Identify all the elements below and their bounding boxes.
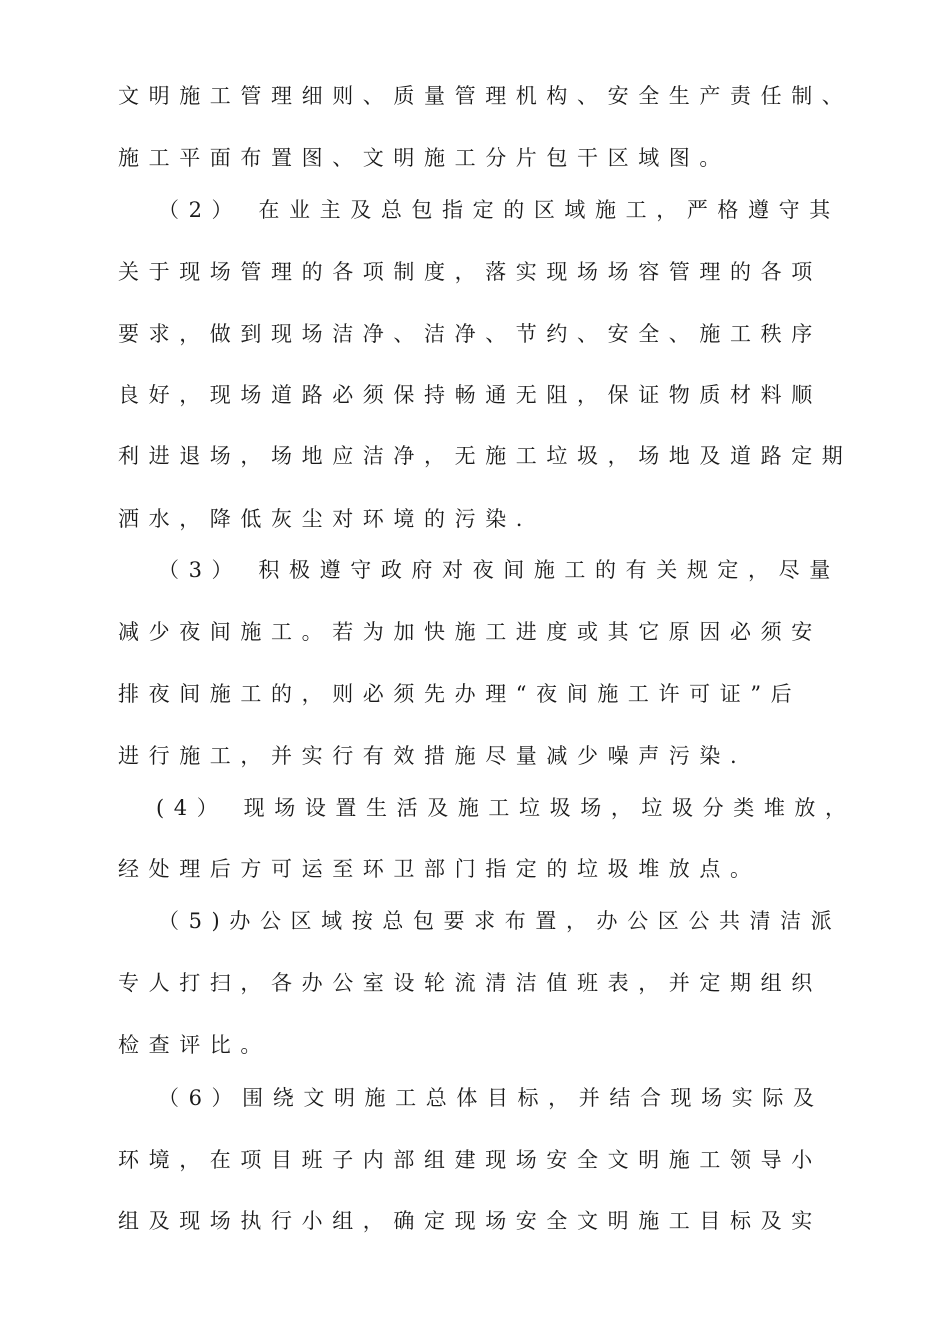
text-line: 文明施工管理细则、质量管理机构、安全生产责任制、 — [118, 84, 853, 108]
text-line: 要求，做到现场洁净、洁净、节约、安全、施工秩序 — [118, 322, 822, 346]
text-line: 检查评比。 — [118, 1033, 271, 1057]
text-line: 排夜间施工的，则必须先办理“夜间施工许可证”后 — [118, 682, 802, 706]
text-line: （6）围绕文明施工总体目标，并结合现场实际及 — [158, 1086, 824, 1110]
text-line: 组及现场执行小组，确定现场安全文明施工目标及实 — [118, 1209, 822, 1233]
text-line: 关于现场管理的各项制度，落实现场场容管理的各项 — [118, 260, 822, 284]
text-line: （2） 在业主及总包指定的区域施工，严格遵守其 — [158, 198, 840, 222]
text-line: 进行施工，并实行有效措施尽量减少噪声污染. — [118, 744, 747, 768]
text-line: 减少夜间施工。若为加快施工进度或其它原因必须安 — [118, 620, 822, 644]
text-line: 经处理后方可运至环卫部门指定的垃圾堆放点。 — [118, 857, 761, 881]
text-line: 利进退场，场地应洁净，无施工垃圾，场地及道路定期 — [118, 444, 853, 468]
text-line: 专人打扫，各办公室设轮流清洁值班表，并定期组织 — [118, 971, 822, 995]
text-line: 环境，在项目班子内部组建现场安全文明施工领导小 — [118, 1148, 822, 1172]
text-line: 洒水，降低灰尘对环境的污染. — [118, 507, 533, 531]
text-line: （3） 积极遵守政府对夜间施工的有关规定，尽量 — [158, 558, 840, 582]
text-line: （5)办公区域按总包要求布置，办公区公共清洁派 — [158, 909, 842, 933]
text-line: 良好，现场道路必须保持畅通无阻，保证物质材料顺 — [118, 383, 822, 407]
text-line: 施工平面布置图、文明施工分片包干区域图。 — [118, 146, 730, 170]
text-line: (4） 现场设置生活及施工垃圾场，垃圾分类堆放， — [156, 796, 856, 820]
